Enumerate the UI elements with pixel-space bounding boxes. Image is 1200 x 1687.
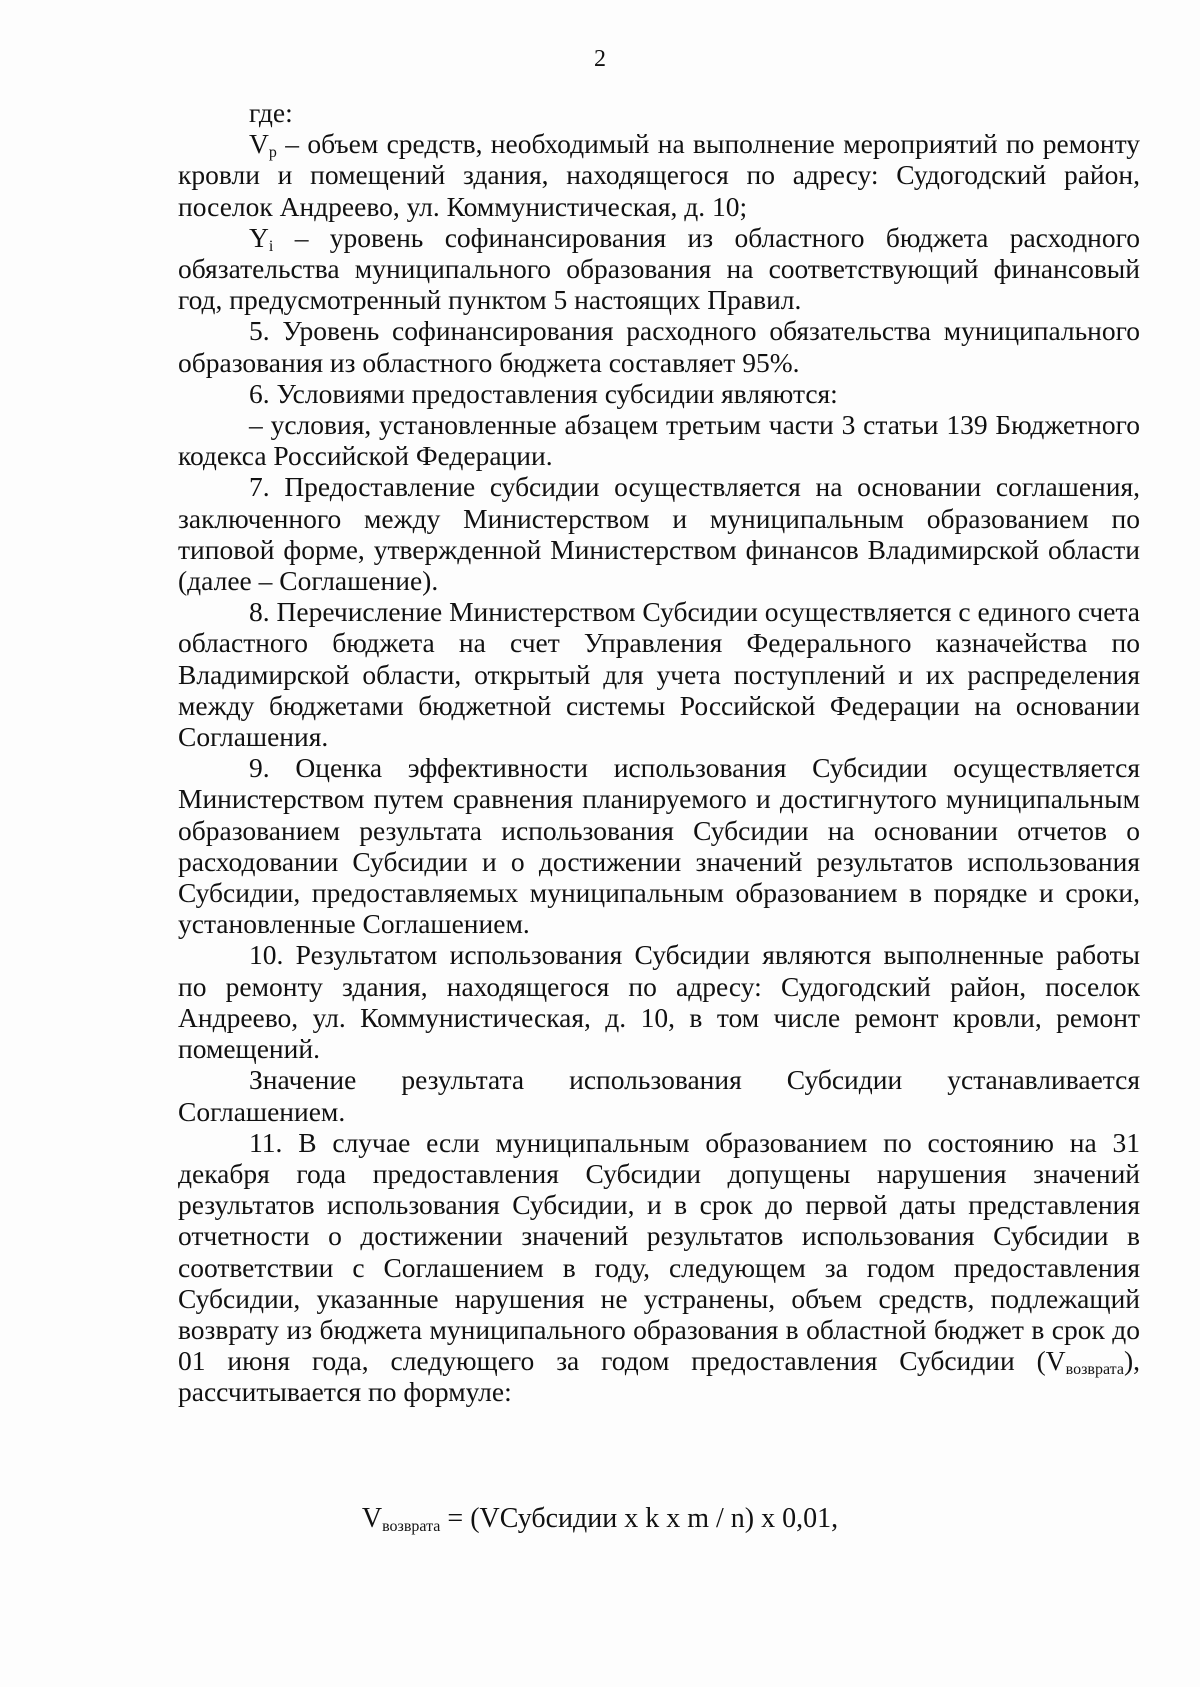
p11-text: 11. В случае если муниципальным образованием по состоянию на 31 декабря года предоставления Субсидии допущены нарушения значений результатов использования Субсидии, и в срок до первой даты представления отчетности о достижении значений результатов использования Субсидии в соответствии с Соглашением в году, следующем за годом предоставления Субсидии, указанные нарушения не устранены, объем средств, подлежащий возврату из бюджета муниципального образования в областной бюджет в срок до 01 июня года, следующего за годом предоставления Субсидии (	[178, 1126, 1140, 1377]
formula-symbol: V	[361, 1503, 383, 1534]
formula-text: = (VСубсидии x k x m / n) x 0,01,	[440, 1503, 839, 1534]
paragraph-5: 5. Уровень софинансирования расходного обязательства муниципального образования из областного бюджета составляет 95%.	[178, 315, 1140, 378]
p11-symbol: V	[1045, 1345, 1066, 1377]
definition-yi	[178, 222, 1140, 316]
vp-text: – объем средств, необходимый на выполнение мероприятий по ремонту кровли и помещений здания, находящегося по адресу: Судогодский район, поселок Андреево, ул. Коммунистическая, д. 10;	[178, 128, 1140, 222]
paragraph-10-result: Значение результата использования Субсидии устанавливается Соглашением.	[178, 1064, 1140, 1127]
p11-tail: ), рассчитывается по формуле:	[178, 1345, 1140, 1408]
definition-vp	[178, 128, 1140, 222]
vp-subscript: р	[268, 144, 277, 162]
document-body	[178, 97, 1140, 1408]
yi-subscript: i	[268, 237, 274, 255]
vp-symbol: V	[249, 128, 269, 160]
paragraph-10: 10. Результатом использования Субсидии являются выполненные работы по ремонту здания, находящегося по адресу: Судогодский район, поселок Андреево, ул. Коммунистическая, д. 10, в том числе ремонт кровли, ремонт помещений.	[178, 939, 1140, 1065]
paragraph-7: 7. Предоставление субсидии осуществляется на основании соглашения, заключенного между Министерством и муниципальным образованием по типовой форме, утвержденной Министерством финансов Владимирской области (далее – Соглашение).	[178, 471, 1140, 597]
paragraph-11	[178, 1127, 1140, 1408]
yi-text: – уровень софинансирования из областного бюджета расходного обязательства муниципального образования на соответствующий финансовый год, предусмотренный пунктом 5 настоящих Правил.	[178, 221, 1140, 316]
p11-subscript: возврата	[1065, 1361, 1124, 1379]
page-number: 2	[594, 46, 606, 72]
intro-where: где:	[249, 97, 293, 128]
paragraph-6: 6. Условиями предоставления субсидии являются:	[249, 377, 838, 409]
return-formula	[0, 1503, 1200, 1535]
yi-symbol: Y	[249, 221, 269, 253]
paragraph-9: 9. Оценка эффективности использования Субсидии осуществляется Министерством путем сравнения планируемого и достигнутого муниципальным образованием результата использования Субсидии на основании отчетов о расходовании Субсидии и о достижении значений результатов использования Субсидии, предоставляемых муниципальным образованием в порядке и сроки, установленные Соглашением.	[178, 752, 1140, 940]
paragraph-8: 8. Перечисление Министерством Субсидии осуществляется с единого счета областного бюджета на счет Управления Федерального казначейства по Владимирской области, открытый для учета поступлений и их распределения между бюджетами бюджетной системы Российской Федерации на основании Соглашения.	[178, 596, 1140, 753]
paragraph-6-item: – условия, установленные абзацем третьим части 3 статьи 139 Бюджетного кодекса Российской Федерации.	[178, 409, 1140, 472]
formula-subscript: возврата	[382, 1518, 441, 1535]
